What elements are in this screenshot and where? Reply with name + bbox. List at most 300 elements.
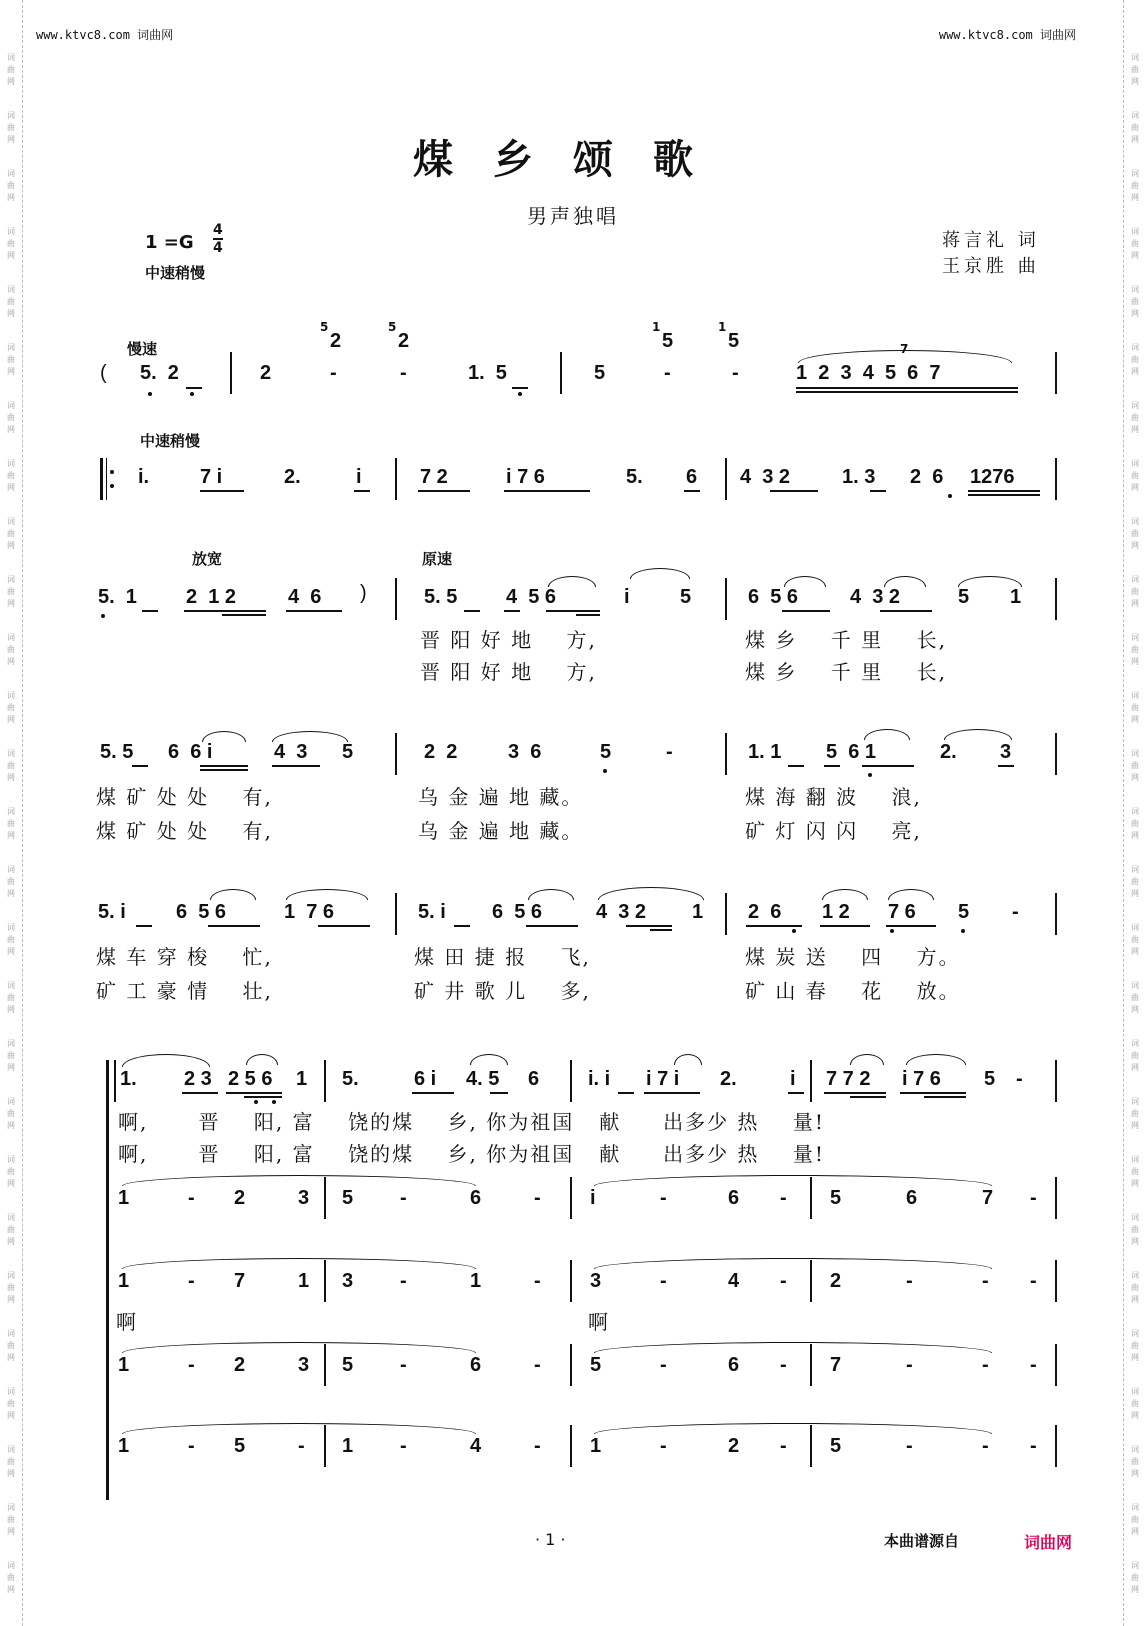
dash: - [330,362,337,384]
dash: - [400,1270,407,1292]
dash: - [1030,1354,1037,1376]
margin-watermark-text: 词 曲 网 [1131,1039,1139,1072]
underline [788,1092,804,1094]
margin-watermark-text: 词 曲 网 [7,401,15,434]
chorus-note: i [590,1187,596,1209]
underline [200,490,244,492]
margin-watermark-text: 词 曲 网 [1131,1387,1139,1420]
margin-watermark-text: 词 曲 网 [1131,1561,1139,1594]
chorus-note: 5 [590,1354,602,1376]
dash: - [1030,1435,1037,1457]
margin-watermark-text: 词 曲 网 [7,923,15,956]
barline [1055,1425,1057,1467]
barline [395,458,397,500]
time-top: 4 [213,222,223,238]
dash: - [780,1354,787,1376]
barline [324,1344,326,1386]
margin-watermark-text: 词 曲 网 [1131,459,1139,492]
margin-watermark-text: 词 曲 网 [1131,227,1139,260]
chorus-note: 1 [118,1435,130,1457]
dash: - [1030,1270,1037,1292]
note: 2 2 [424,741,458,763]
underline [504,610,520,612]
slur [594,1423,992,1434]
lyric-v1: 煤 海 翻 波 浪, [745,785,922,809]
lyric-v2: 晋 阳 好 地 方, [420,660,597,684]
dash: - [906,1270,913,1292]
underline [862,765,914,767]
dash: - [660,1435,667,1457]
dash: - [982,1435,989,1457]
low-dot [190,392,194,396]
note: i [624,586,630,608]
dash: - [660,1354,667,1376]
slur [598,887,704,900]
margin-watermark-text: 词 曲 网 [7,865,15,898]
note: 5. [342,1068,359,1090]
note: 6 [528,1068,540,1090]
slur [822,889,868,900]
dash: - [732,362,739,384]
barline [810,1344,812,1386]
underline [796,387,1018,389]
dash: - [666,741,673,763]
underline [924,1096,966,1098]
barline [395,893,397,935]
chorus-note: 5 [830,1435,842,1457]
chorus-note: 4 [728,1270,740,1292]
lyricist-credit: 蒋言礼 词 [942,230,1040,251]
barline [1055,733,1057,775]
low-dot [148,392,152,396]
margin-watermark-text: 词 曲 网 [1131,1329,1139,1362]
barline [810,1425,812,1467]
dash: - [660,1270,667,1292]
underline [626,925,672,927]
margin-watermark-text: 词 曲 网 [7,459,15,492]
chorus-note: 5 [830,1187,842,1209]
barline [1055,1177,1057,1219]
margin-watermark-text: 词 曲 网 [7,1445,15,1478]
lyric-v1: 煤 田 捷 报 飞, [414,945,591,969]
lyric-v1: 啊, 晋 阳, 富 饶的煤 乡, 你为祖国 献 出多少 热 量! [118,1110,825,1134]
lyric-v1: 煤 车 穿 梭 忙, [96,945,273,969]
underline [782,610,830,612]
underline [796,391,1018,393]
note: 1. 1 [748,741,782,763]
dash: - [1016,1068,1023,1090]
note: 1 [1010,586,1022,608]
underline [272,765,320,767]
low-dot [272,1100,276,1104]
note: 5 [680,586,692,608]
lyric-v2: 煤 矿 处 处 有, [96,819,273,843]
chorus-note: 5 [342,1354,354,1376]
slur [864,729,910,740]
lyric-v2: 矿 灯 闪 闪 亮, [745,819,922,843]
low-dot [603,769,607,773]
chorus-lyric: 啊 [588,1310,610,1334]
dash: - [780,1435,787,1457]
barline [725,458,727,500]
chorus-note: 1 [118,1270,130,1292]
margin-watermark-text: 词 曲 网 [7,1039,15,1072]
dash: - [664,362,671,384]
underline [186,387,202,389]
close-paren: ) [360,582,367,604]
lyric-v1: 煤 炭 送 四 方。 [745,945,961,969]
margin-watermark-text: 词 曲 网 [1131,111,1139,144]
note: 5 [342,741,354,763]
margin-watermark-text: 词 曲 网 [7,53,15,86]
dash: - [188,1435,195,1457]
underline [200,769,248,771]
dash: - [188,1270,195,1292]
key-signature: 1 =G [145,232,194,253]
margin-watermark-text: 词 曲 网 [7,633,15,666]
note: 7 6 [888,901,916,923]
slur [944,729,1012,740]
underline [244,1096,282,1098]
margin-watermark-text: 词 曲 网 [1131,1213,1139,1246]
note: 5 [600,741,612,763]
margin-watermark-text: 词 曲 网 [1131,1271,1139,1304]
margin-watermark-text: 词 曲 网 [7,1387,15,1420]
dash: - [534,1187,541,1209]
note: 4 3 [274,741,308,763]
chorus-note: 6 [728,1354,740,1376]
chorus-note: 3 [342,1270,354,1292]
note: 4 5 6 [506,586,557,608]
underline [968,490,1040,492]
note: 3 [1000,741,1012,763]
underline [464,610,480,612]
barline [1055,1260,1057,1302]
note: 5. 1 [98,586,137,608]
underline [824,765,840,767]
margin-watermark-text: 词 曲 网 [7,1271,15,1304]
slur [122,1342,476,1353]
barline [725,733,727,775]
margin-watermark-text: 词 曲 网 [1131,517,1139,550]
time-signature [213,222,223,256]
header-site-left: www.ktvc8.com 词曲网 [36,28,174,42]
dash: - [400,1187,407,1209]
slur [470,1054,508,1065]
note: 1. 5 [468,362,507,384]
lyric-v2: 乌 金 遍 地 藏。 [418,819,584,843]
lyric-v1: 晋 阳 好 地 方, [420,628,597,652]
barline [1055,352,1057,394]
header-site-right: www.ktvc8.com 词曲网 [938,28,1076,42]
dash: - [400,1435,407,1457]
grace-main: 5 [662,330,674,352]
underline [200,765,248,767]
note: 5 [594,362,606,384]
margin-watermark-text: 词 曲 网 [1131,691,1139,724]
note: 1. [120,1068,137,1090]
barline [324,1177,326,1219]
low-dot [101,614,105,618]
margin-watermark-text: 词 曲 网 [1131,865,1139,898]
barline [725,893,727,935]
repeat-dot [110,470,114,474]
slur [630,568,690,579]
margin-watermark-text: 词 曲 网 [1131,285,1139,318]
barline [725,578,727,620]
margin-watermark-text: 词 曲 网 [1131,575,1139,608]
chorus-note: 4 [470,1435,482,1457]
scale-run: 1 2 3 4 5 6 7 [796,362,941,384]
repeat-dot [110,484,114,488]
low-dot [890,929,894,933]
margin-watermark-text: 词 曲 网 [7,1213,15,1246]
dash: - [534,1354,541,1376]
time-bottom: 4 [213,240,223,256]
barline [570,1344,572,1386]
note: 6 5 6 [492,901,543,923]
underline [746,925,802,927]
note: 5. i [418,901,446,923]
underline [132,765,148,767]
underline [900,1092,966,1094]
note: 1 2 [822,901,850,923]
slur [674,1054,702,1065]
repeat-bar [100,458,103,500]
note: 2 6 [910,466,944,488]
margin-watermark-text: 词 曲 网 [1131,1097,1139,1130]
note: 5. 2 [140,362,179,384]
grace-note: 5 [388,320,397,334]
chorus-note: 1 [342,1435,354,1457]
barline [324,1425,326,1467]
note: i [356,466,362,488]
slur [122,1175,476,1186]
chorus-note: 6 [906,1187,918,1209]
song-subtitle: 男声独唱 [527,204,619,228]
open-paren: ( [100,362,107,384]
barline [1055,893,1057,935]
underline [418,490,470,492]
chorus-note: 1 [118,1354,130,1376]
broaden-marking: 放宽 [192,550,223,568]
composer-credit: 王京胜 曲 [942,256,1040,277]
grace-note: 5 [320,320,329,334]
dash: - [1030,1187,1037,1209]
note: 1 7 6 [284,901,335,923]
low-dot [868,773,872,777]
underline [286,610,342,612]
slur [594,1175,992,1186]
underline [184,610,266,612]
song-title: 煤乡颂歌 [413,137,733,183]
note: 4 3 2 [740,466,791,488]
underline [504,490,590,492]
note: 7 2 [420,466,448,488]
chorus-note: 3 [298,1354,310,1376]
dash: - [780,1270,787,1292]
margin-watermark-text: 词 曲 网 [7,1155,15,1188]
grace-main: 5 [728,330,740,352]
slur [528,889,574,900]
underline [880,610,932,612]
note: 1 [296,1068,308,1090]
original-tempo-marking: 原速 [422,550,453,568]
chorus-note: 1 [470,1270,482,1292]
margin-watermark-text: 词 曲 网 [7,227,15,260]
grace-note: 1 [718,320,727,334]
dash: - [906,1435,913,1457]
barline [395,733,397,775]
slur [594,1258,992,1269]
margin-watermark-text: 词 曲 网 [7,1097,15,1130]
margin-watermark-text: 词 曲 网 [7,285,15,318]
source-note: 本曲谱源自 [884,1532,960,1550]
note: 5. 5 [424,586,458,608]
underline [546,610,600,612]
dash: - [188,1354,195,1376]
slur [122,1423,476,1434]
margin-watermark-text: 词 曲 网 [7,517,15,550]
margin-watermark-text: 词 曲 网 [7,981,15,1014]
note: 2. [940,741,957,763]
underline [870,490,886,492]
underline [824,1092,886,1094]
note: i [790,1068,796,1090]
barline [560,352,562,394]
margin-watermark-text: 词 曲 网 [1131,1445,1139,1478]
barline [1055,578,1057,620]
chorus-note: 2 [234,1354,246,1376]
note: 3 6 [508,741,542,763]
slur [122,1258,476,1269]
slur [210,889,256,900]
underline [820,925,870,927]
barline [114,1060,116,1102]
dash: - [534,1435,541,1457]
underline [454,925,470,927]
underline [770,490,818,492]
note: 1. 3 [842,466,876,488]
note: 6 [686,466,698,488]
chorus-note: 3 [590,1270,602,1292]
note: 2 5 6 [228,1068,273,1090]
margin-watermark-text: 词 曲 网 [1131,401,1139,434]
note: 6 5 6 [176,901,227,923]
low-dot [518,392,522,396]
lyric-v2: 矿 工 豪 情 壮, [96,979,273,1003]
brace-bar [106,1060,109,1500]
underline [208,925,260,927]
underline [684,490,700,492]
note: 7 i [200,466,223,488]
margin-watermark-text: 词 曲 网 [1131,923,1139,956]
note: 6 6 i [168,741,213,763]
barline [570,1425,572,1467]
underline [788,765,804,767]
margin-watermark-text: 词 曲 网 [7,691,15,724]
margin-watermark-text: 词 曲 网 [7,807,15,840]
chorus-note: 3 [298,1187,310,1209]
note: 2 3 [184,1068,212,1090]
margin-watermark-text: 词 曲 网 [1131,749,1139,782]
barline [810,1177,812,1219]
underline [644,1092,700,1094]
slur [246,1054,278,1065]
lyric-v2: 煤 乡 千 里 长, [745,660,947,684]
chorus-note: 6 [470,1187,482,1209]
dash: - [660,1187,667,1209]
barline [570,1060,572,1102]
dash: - [534,1270,541,1292]
lyric-v1: 乌 金 遍 地 藏。 [418,785,584,809]
barline [570,1260,572,1302]
margin-watermark-text: 词 曲 网 [7,749,15,782]
chorus-note: 5 [234,1435,246,1457]
note: i 7 i [646,1068,680,1090]
brand-logo: 词曲网 [1024,1533,1073,1552]
margin-watermark-text: 词 曲 网 [1131,343,1139,376]
underline [886,925,936,927]
margin-watermark-text: 词 曲 网 [7,1561,15,1594]
note: i 7 6 [902,1068,941,1090]
margin-watermark-text: 词 曲 网 [1131,1155,1139,1188]
underline [226,1092,282,1094]
note: 5. 5 [100,741,134,763]
underline [318,925,370,927]
margin-watermark-text: 词 曲 网 [1131,53,1139,86]
underline [354,490,370,492]
slur [906,1054,966,1065]
margin-watermark-text: 词 曲 网 [1131,633,1139,666]
barline [230,352,232,394]
chorus-note: 7 [830,1354,842,1376]
note: 2. [720,1068,737,1090]
low-dot [792,929,796,933]
underline [576,614,600,616]
chorus-note: 7 [234,1270,246,1292]
low-dot [254,1100,258,1104]
underline [182,1092,218,1094]
note: 5 [958,901,970,923]
chorus-note: 7 [982,1187,994,1209]
dash: - [400,1354,407,1376]
slur [286,889,368,900]
lyric-v2: 矿 山 春 花 放。 [745,979,961,1003]
slur [122,1054,210,1067]
barline [324,1060,326,1102]
low-dot [961,929,965,933]
margin-watermark-text: 词 曲 网 [7,111,15,144]
grace-note: 1 [652,320,661,334]
underline [142,610,158,612]
barline [810,1260,812,1302]
note: 4. 5 [466,1068,500,1090]
low-dot [948,494,952,498]
chorus-note: 6 [470,1354,482,1376]
chorus-note: 1 [590,1435,602,1457]
note: 1276 [970,466,1015,488]
lyric-v1: 煤 矿 处 处 有, [96,785,273,809]
underline [618,1092,634,1094]
dash: - [906,1354,913,1376]
dash: - [400,362,407,384]
barline [810,1060,812,1102]
slur [888,889,934,900]
underline [222,614,266,616]
dash: - [298,1435,305,1457]
chorus-note: 1 [118,1187,130,1209]
